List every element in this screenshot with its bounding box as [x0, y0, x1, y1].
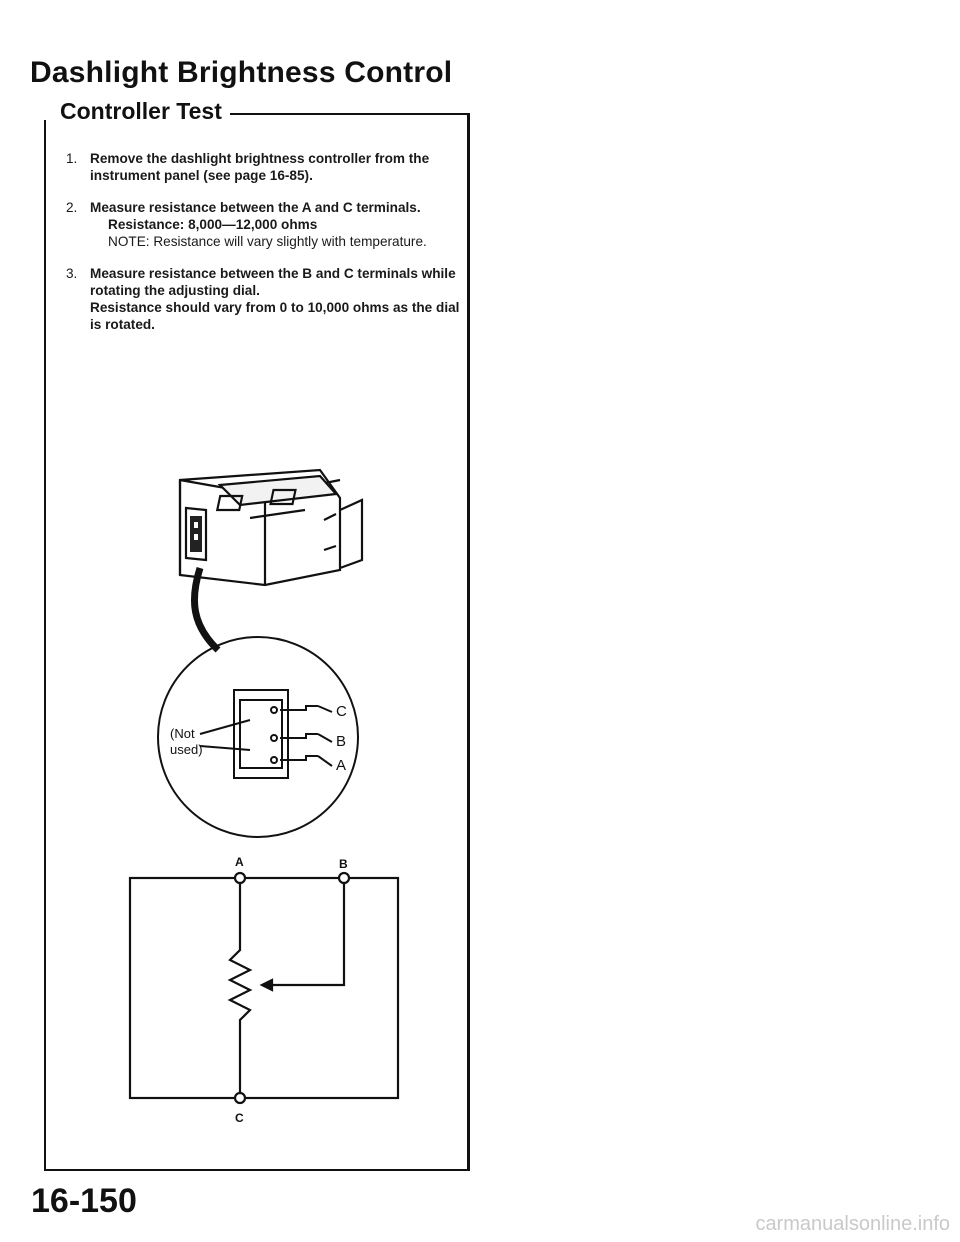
resistance-spec: Resistance: 8,000—12,000 ohms — [108, 217, 318, 232]
step-number: 3. — [66, 266, 78, 281]
pin-label-b: B — [336, 733, 347, 750]
step-detail: Resistance should vary from 0 to 10,000 ohms as the dial is rotated. — [90, 300, 460, 332]
page-number: 16-150 — [31, 1182, 137, 1220]
pin-label-c: C — [336, 703, 347, 720]
controller-illustration — [180, 470, 362, 650]
not-used-label-2: used) — [170, 742, 203, 757]
schematic-label-a: A — [235, 855, 244, 869]
step-1 — [66, 150, 460, 184]
not-used-label-1: (Not — [170, 726, 195, 741]
step-text: Remove the dashlight brightness controller from the instrument panel (see page 16-85). — [90, 151, 430, 183]
step-number: 2. — [66, 200, 78, 215]
step-3 — [66, 265, 460, 333]
temperature-note: NOTE: Resistance will vary slightly with temperature. — [108, 234, 427, 249]
step-text: Measure resistance between the B and C terminals while rotating the adjusting dial. — [90, 266, 456, 298]
section-title: Controller Test — [56, 98, 230, 125]
page-title: Dashlight Brightness Control — [30, 56, 453, 89]
step-2 — [66, 199, 460, 250]
pin-label-a: A — [336, 757, 347, 774]
watermark-text: carmanualsonline.info — [755, 1213, 950, 1235]
schematic-label-b: B — [339, 857, 348, 871]
schematic-label-c: C — [235, 1111, 244, 1125]
connector-pinout — [200, 690, 332, 778]
procedure-steps — [66, 150, 460, 348]
potentiometer-schematic — [130, 873, 398, 1103]
step-number: 1. — [66, 151, 78, 166]
step-text: Measure resistance between the A and C terminals. — [90, 200, 421, 215]
controller-diagram — [100, 450, 430, 1130]
